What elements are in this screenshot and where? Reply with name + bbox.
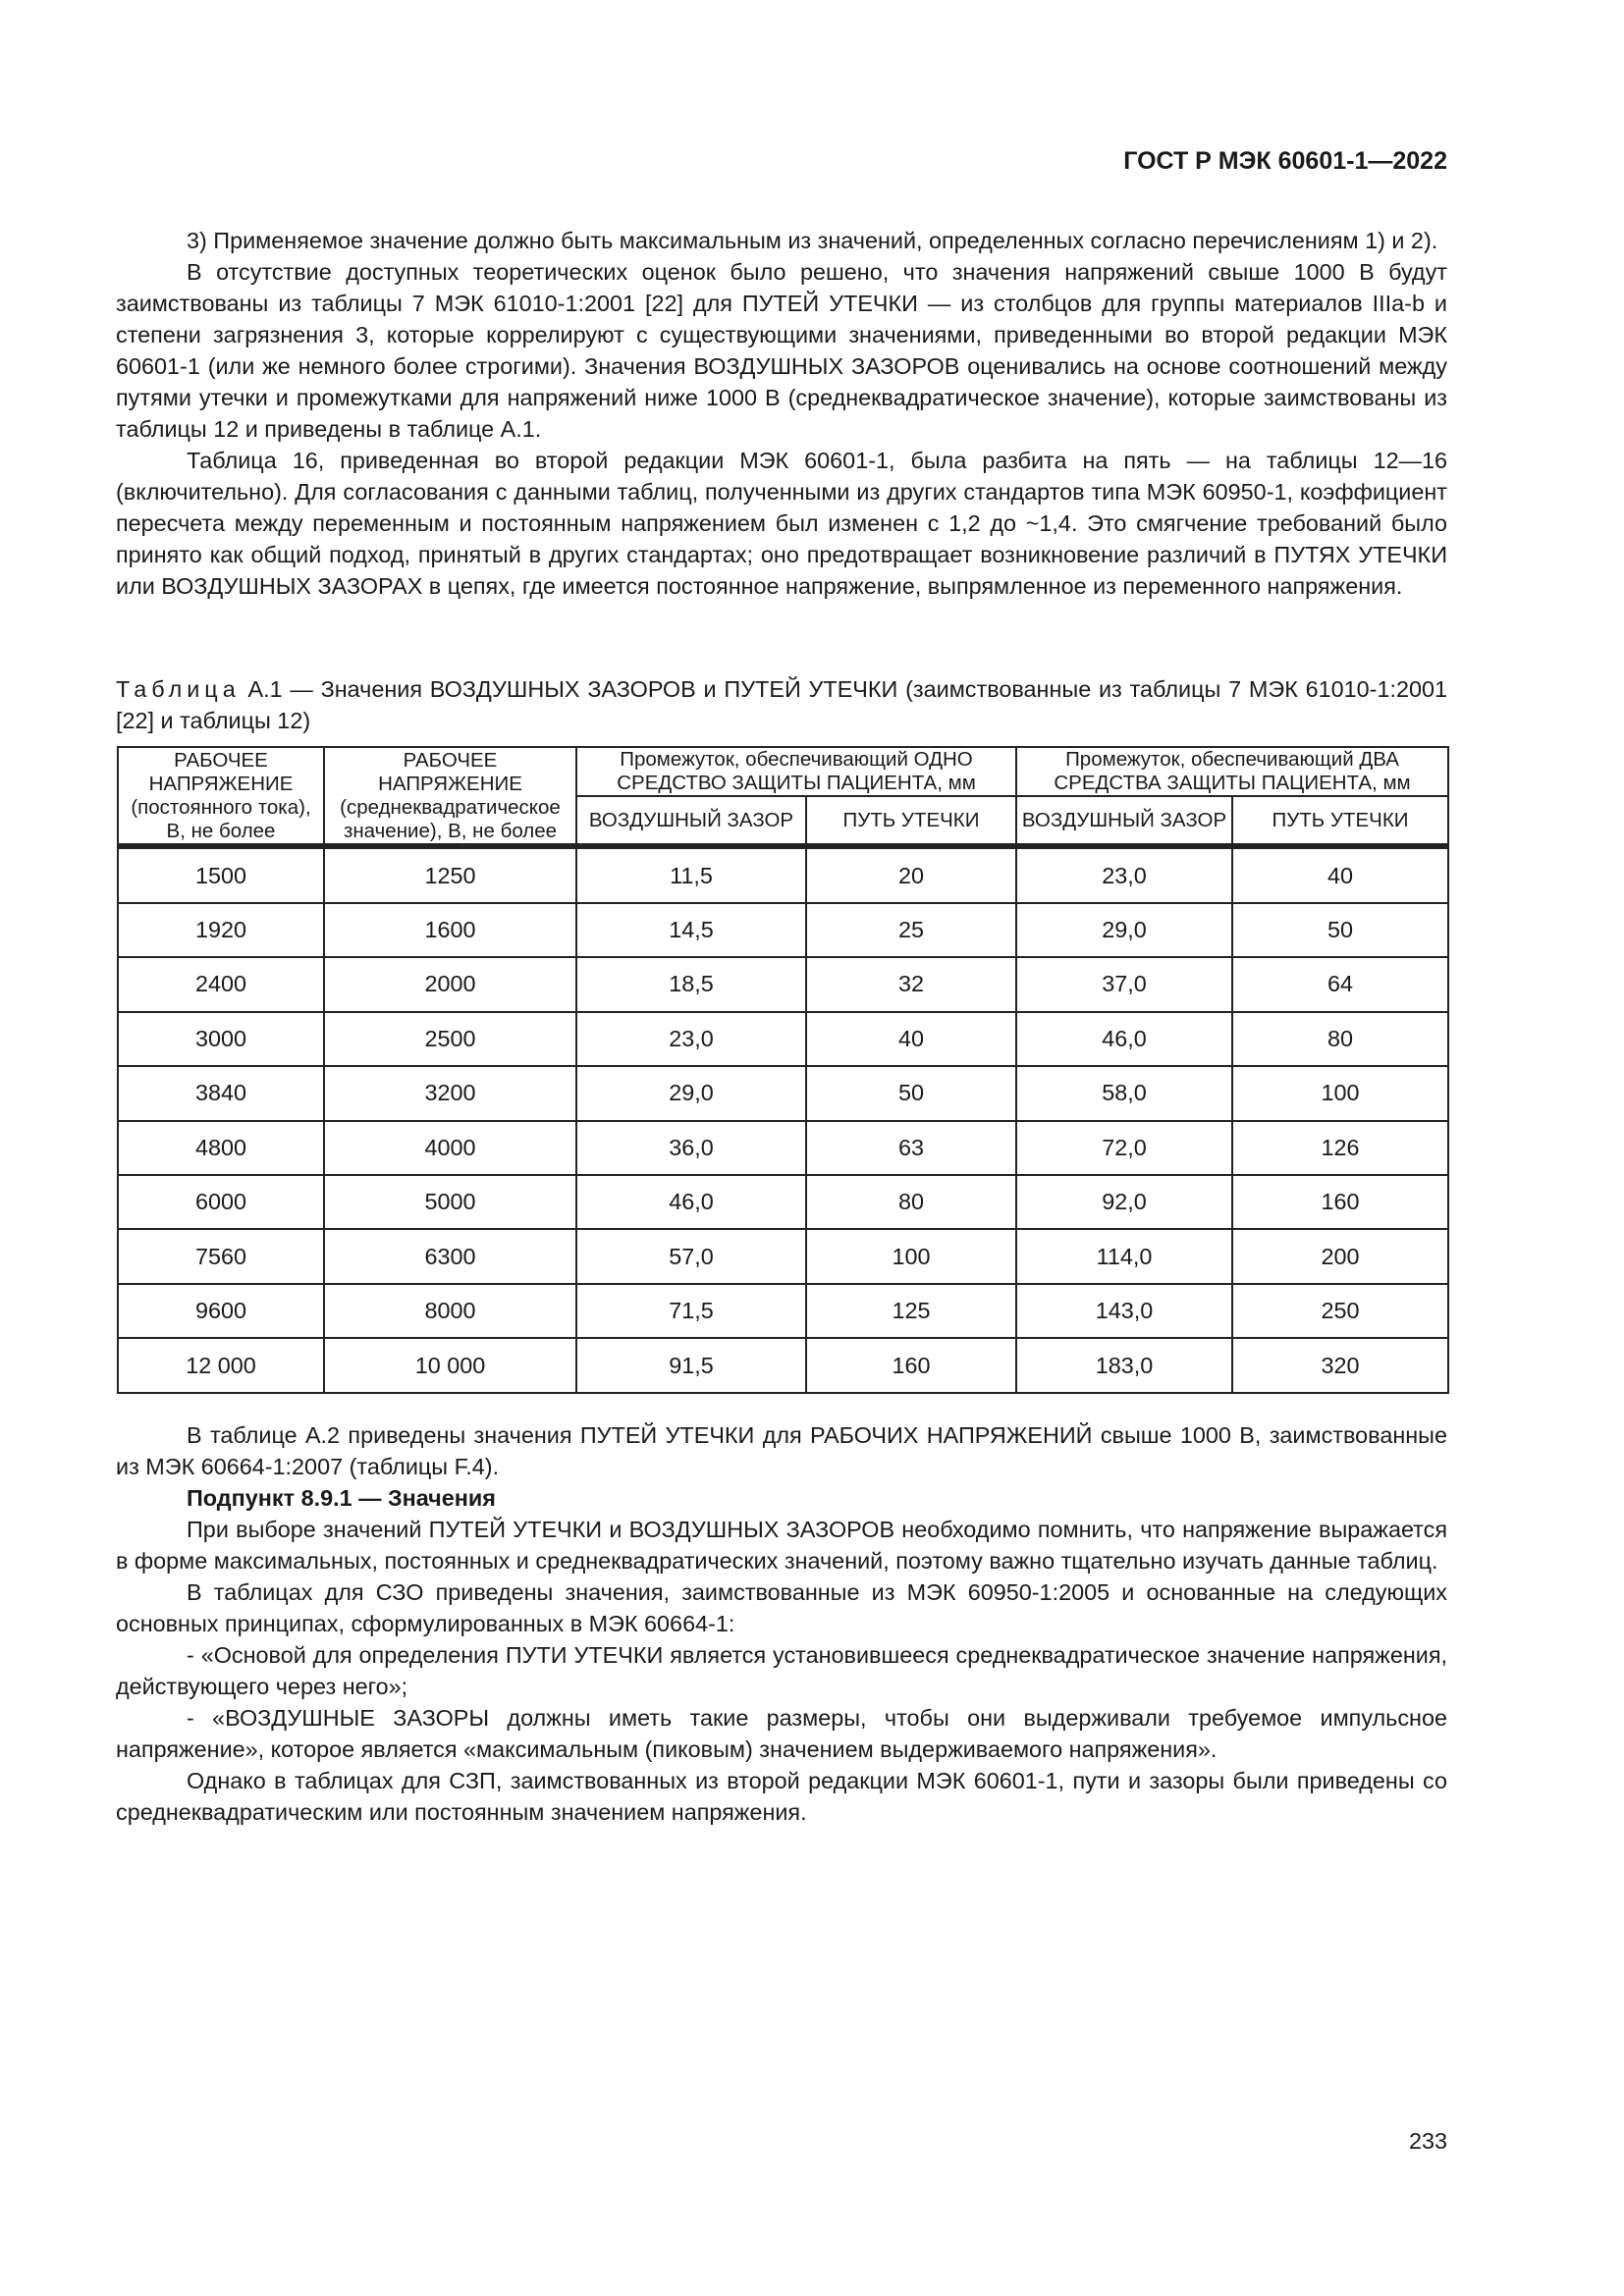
- table-cell: 7560: [118, 1229, 324, 1283]
- table-cell: 23,0: [1016, 848, 1232, 902]
- table-cell: 8000: [324, 1284, 576, 1338]
- table-cell: 29,0: [576, 1066, 806, 1120]
- table-cell: 1250: [324, 848, 576, 902]
- paragraph: В таблице А.2 приведены значения ПУТЕЙ УТЕЧКИ для РАБОЧИХ НАПРЯЖЕНИЙ свыше 1000 В, заимствованные из МЭК 60664-1:2007 (таблицы F.4).: [116, 1422, 1447, 1479]
- header-air-gap: ВОЗДУШНЫЙ ЗАЗОР: [1016, 796, 1232, 845]
- table-cell: 1500: [118, 848, 324, 902]
- table-cell: 80: [1232, 1012, 1448, 1066]
- table-cell: 11,5: [576, 848, 806, 902]
- intro-text: [116, 225, 1447, 602]
- table-cell: 6300: [324, 1229, 576, 1283]
- table-cell: 12 000: [118, 1338, 324, 1393]
- table-cell: 92,0: [1016, 1175, 1232, 1229]
- table-cell: 50: [806, 1066, 1016, 1120]
- table-cell: 50: [1232, 903, 1448, 957]
- paragraph: При выборе значений ПУТЕЙ УТЕЧКИ и ВОЗДУШНЫХ ЗАЗОРОВ необходимо помнить, что напряжение выражается в форме максимальных, постоянных и среднеквадратических значений, поэтому важно тщательно изучать данные таблиц.: [116, 1517, 1447, 1574]
- table-cell: 9600: [118, 1284, 324, 1338]
- table-cell: 100: [806, 1229, 1016, 1283]
- table-cell: 63: [806, 1121, 1016, 1175]
- table-cell: 91,5: [576, 1338, 806, 1393]
- table-cell: 71,5: [576, 1284, 806, 1338]
- table-row: [118, 848, 1448, 902]
- table-cell: 4800: [118, 1121, 324, 1175]
- paragraph: Однако в таблицах для СЗП, заимствованных из второй редакции МЭК 60601-1, пути и зазоры были приведены со среднеквадратическим или постоянным значением напряжения.: [116, 1768, 1447, 1825]
- table-cell: 3000: [118, 1012, 324, 1066]
- table-cell: 126: [1232, 1121, 1448, 1175]
- table-row: [118, 1012, 1448, 1066]
- header-dc-voltage: РАБОЧЕЕ НАПРЯЖЕНИЕ (постоянного тока), В, не более: [118, 747, 324, 845]
- table-cell: 100: [1232, 1066, 1448, 1120]
- table-cell: 40: [1232, 848, 1448, 902]
- table-cell: 114,0: [1016, 1229, 1232, 1283]
- paragraph: В отсутствие доступных теоретических оценок было решено, что значения напряжений свыше 1000 В будут заимствованы из таблицы 7 МЭК 61010-1:2001 [22] для ПУТЕЙ УТЕЧКИ — из столбцов для группы материалов IIIa-b и степени загрязнения 3, которые коррелируют с существующими значениями, приведенными во второй редакции МЭК 60601-1 (или же немного более строгими). Значения ВОЗДУШНЫХ ЗАЗОРОВ оценивались на основе соотношений между путями утечки и промежутками для напряжений ниже 1000 В (среднеквадратическое значение), которые заимствованы из таблицы 12 и приведены в таблице А.1.: [116, 259, 1447, 442]
- table-cell: 160: [806, 1338, 1016, 1393]
- table-cell: 10 000: [324, 1338, 576, 1393]
- table-row: [118, 903, 1448, 957]
- table-cell: 57,0: [576, 1229, 806, 1283]
- table-cell: 25: [806, 903, 1016, 957]
- after-text: [116, 1419, 1447, 1828]
- header-rms-voltage: РАБОЧЕЕ НАПРЯЖЕНИЕ (среднеквадратическое значение), В, не более: [324, 747, 576, 845]
- table-row: [118, 1284, 1448, 1338]
- table-cell: 72,0: [1016, 1121, 1232, 1175]
- clearance-creepage-table: [117, 746, 1449, 1394]
- table-cell: 64: [1232, 957, 1448, 1011]
- header-two-mopp: Промежуток, обеспечивающий ДВА СРЕДСТВА ЗАЩИТЫ ПАЦИЕНТА, мм: [1016, 747, 1448, 796]
- table-cell: 23,0: [576, 1012, 806, 1066]
- table-caption-lead: Таблица: [116, 676, 241, 702]
- table-row: [118, 957, 1448, 1011]
- subsection-heading: Подпункт 8.9.1 — Значения: [187, 1485, 496, 1511]
- table-cell: 29,0: [1016, 903, 1232, 957]
- table-cell: 320: [1232, 1338, 1448, 1393]
- table-cell: 160: [1232, 1175, 1448, 1229]
- table-row: [118, 1121, 1448, 1175]
- paragraph: 3) Применяемое значение должно быть максимальным из значений, определенных согласно перечислениям 1) и 2).: [187, 228, 1438, 253]
- table-cell: 58,0: [1016, 1066, 1232, 1120]
- paragraph: - «Основой для определения ПУТИ УТЕЧКИ является установившееся среднеквадратическое значение напряжения, действующего через него»;: [116, 1642, 1447, 1699]
- table-cell: 20: [806, 848, 1016, 902]
- table-cell: 183,0: [1016, 1338, 1232, 1393]
- table-cell: 1600: [324, 903, 576, 957]
- table-cell: 80: [806, 1175, 1016, 1229]
- table-cell: 14,5: [576, 903, 806, 957]
- table-cell: 36,0: [576, 1121, 806, 1175]
- table-body: [118, 845, 1448, 1393]
- table-cell: 4000: [324, 1121, 576, 1175]
- table-cell: 1920: [118, 903, 324, 957]
- table-cell: 46,0: [576, 1175, 806, 1229]
- table-cell: 40: [806, 1012, 1016, 1066]
- table-cell: 37,0: [1016, 957, 1232, 1011]
- header-creepage: ПУТЬ УТЕЧКИ: [806, 796, 1016, 845]
- table-cell: 46,0: [1016, 1012, 1232, 1066]
- table-cell: 2500: [324, 1012, 576, 1066]
- table-cell: 2000: [324, 957, 576, 1011]
- table-row: [118, 1175, 1448, 1229]
- table-cell: 32: [806, 957, 1016, 1011]
- header-air-gap: ВОЗДУШНЫЙ ЗАЗОР: [576, 796, 806, 845]
- header-creepage: ПУТЬ УТЕЧКИ: [1232, 796, 1448, 845]
- table-cell: 3840: [118, 1066, 324, 1120]
- table-caption-text: А.1 — Значения ВОЗДУШНЫХ ЗАЗОРОВ и ПУТЕЙ УТЕЧКИ (заимствованные из таблицы 7 МЭК 61010-1:2001 [22] и таблицы 12): [116, 676, 1447, 733]
- table-caption: [116, 673, 1447, 736]
- table-cell: 143,0: [1016, 1284, 1232, 1338]
- table-cell: 2400: [118, 957, 324, 1011]
- page-number: 233: [1408, 2128, 1447, 2154]
- table-cell: 250: [1232, 1284, 1448, 1338]
- table-cell: 6000: [118, 1175, 324, 1229]
- header-one-mopp: Промежуток, обеспечивающий ОДНО СРЕДСТВО ЗАЩИТЫ ПАЦИЕНТА, мм: [576, 747, 1016, 796]
- table-row: [118, 1066, 1448, 1120]
- paragraph: Таблица 16, приведенная во второй редакции МЭК 60601-1, была разбита на пять — на таблицы 12—16 (включительно). Для согласования с данными таблиц, полученными из других стандартов типа МЭК 60950-1, коэффициент пересчета между переменным и постоянным напряжением был изменен с 1,2 до ~1,4. Это смягчение требований было принято как общий подход, принятый в других стандартах; оно предотвращает возникновение различий в ПУТЯХ УТЕЧКИ или ВОЗДУШНЫХ ЗАЗОРАХ в цепях, где имеется постоянное напряжение, выпрямленное из переменного напряжения.: [116, 448, 1447, 599]
- paragraph: В таблицах для СЗО приведены значения, заимствованные из МЭК 60950-1:2005 и основанные на следующих основных принципах, сформулированных в МЭК 60664-1:: [116, 1579, 1447, 1636]
- table-cell: 200: [1232, 1229, 1448, 1283]
- document-header: ГОСТ Р МЭК 60601-1—2022: [1123, 147, 1447, 175]
- table-cell: 5000: [324, 1175, 576, 1229]
- table-cell: 3200: [324, 1066, 576, 1120]
- paragraph: - «ВОЗДУШНЫЕ ЗАЗОРЫ должны иметь такие размеры, чтобы они выдерживали требуемое импульсное напряжение», которое является «максимальным (пиковым) значением выдерживаемого напряжения».: [116, 1705, 1447, 1762]
- table-row: [118, 1338, 1448, 1393]
- table-row: [118, 1229, 1448, 1283]
- table-cell: 125: [806, 1284, 1016, 1338]
- table-cell: 18,5: [576, 957, 806, 1011]
